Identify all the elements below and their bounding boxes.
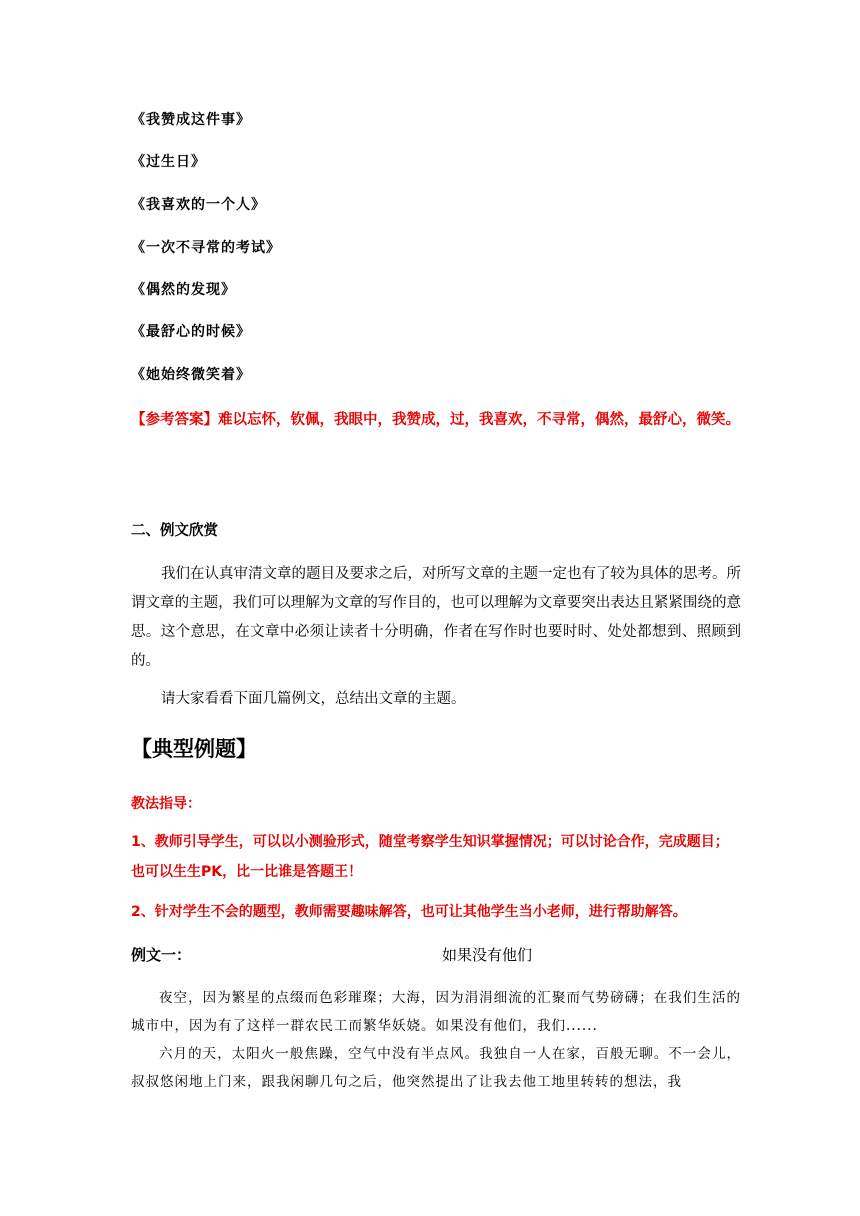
essay-title-1: 《我赞成这件事》	[131, 112, 251, 128]
essay-title-4: 《一次不寻常的考试》	[131, 240, 281, 256]
example-paragraph-1: 夜空，因为繁星的点缀而色彩璀璨；大海，因为涓涓细流的汇聚而气势磅礴；在我们生活的城市中，因为有了这样一群农民工而繁华妖娆。如果没有他们，我们......	[131, 990, 741, 1034]
teaching-guide-label: 教法指导：	[131, 796, 201, 812]
teaching-guide-2: 2、针对学生不会的题型，教师需要趣味解答，也可让其他学生当小老师，进行帮助解答。	[131, 904, 687, 920]
essay-title-7: 《她始终微笑着》	[131, 367, 251, 383]
essay-title-5: 《偶然的发现》	[131, 282, 236, 298]
answer-text: 难以忘怀，钦佩，我眼中，我赞成，过，我喜欢，不寻常，偶然，最舒心，微笑。	[218, 412, 740, 428]
instruction-paragraph: 请大家看看下面几篇例文，总结出文章的主题。	[161, 691, 466, 707]
section-heading: 二、例文欣赏	[131, 523, 218, 539]
essay-title-6: 《最舒心的时候》	[131, 324, 251, 340]
teaching-guide-1: 1、教师引导学生，可以以小测验形式，随堂考察学生知识掌握情况；可以讨论合作，完成题目；也可以生生PK，比一比谁是答题王！	[131, 834, 729, 880]
essay-title-3: 《我喜欢的一个人》	[131, 197, 266, 213]
typical-examples-heading: 【典型例题】	[131, 737, 257, 761]
essay-title-2: 《过生日》	[131, 154, 206, 170]
intro-paragraph: 我们在认真审清文章的题目及要求之后，对所写文章的主题一定也有了较为具体的思考。所谓文章的主题，我们可以理解为文章的写作目的，也可以理解为文章要突出表达且紧紧围绕的意思。这个意思，在文章中必须让读者十分明确，作者在写作时也要时时、处处都想到、照顾到的。	[131, 566, 741, 669]
reference-answer	[131, 405, 741, 436]
example-paragraph-2: 六月的天，太阳火一般焦躁，空气中没有半点风。我独自一人在家，百般无聊。不一会儿，叔叔悠闲地上门来，跟我闲聊几句之后，他突然提出了让我去他工地里转转的想法，我	[131, 1046, 741, 1090]
answer-lead: 【参考答案】	[131, 412, 218, 428]
example-title: 如果没有他们	[442, 946, 533, 964]
example-label: 例文一：	[131, 946, 192, 964]
